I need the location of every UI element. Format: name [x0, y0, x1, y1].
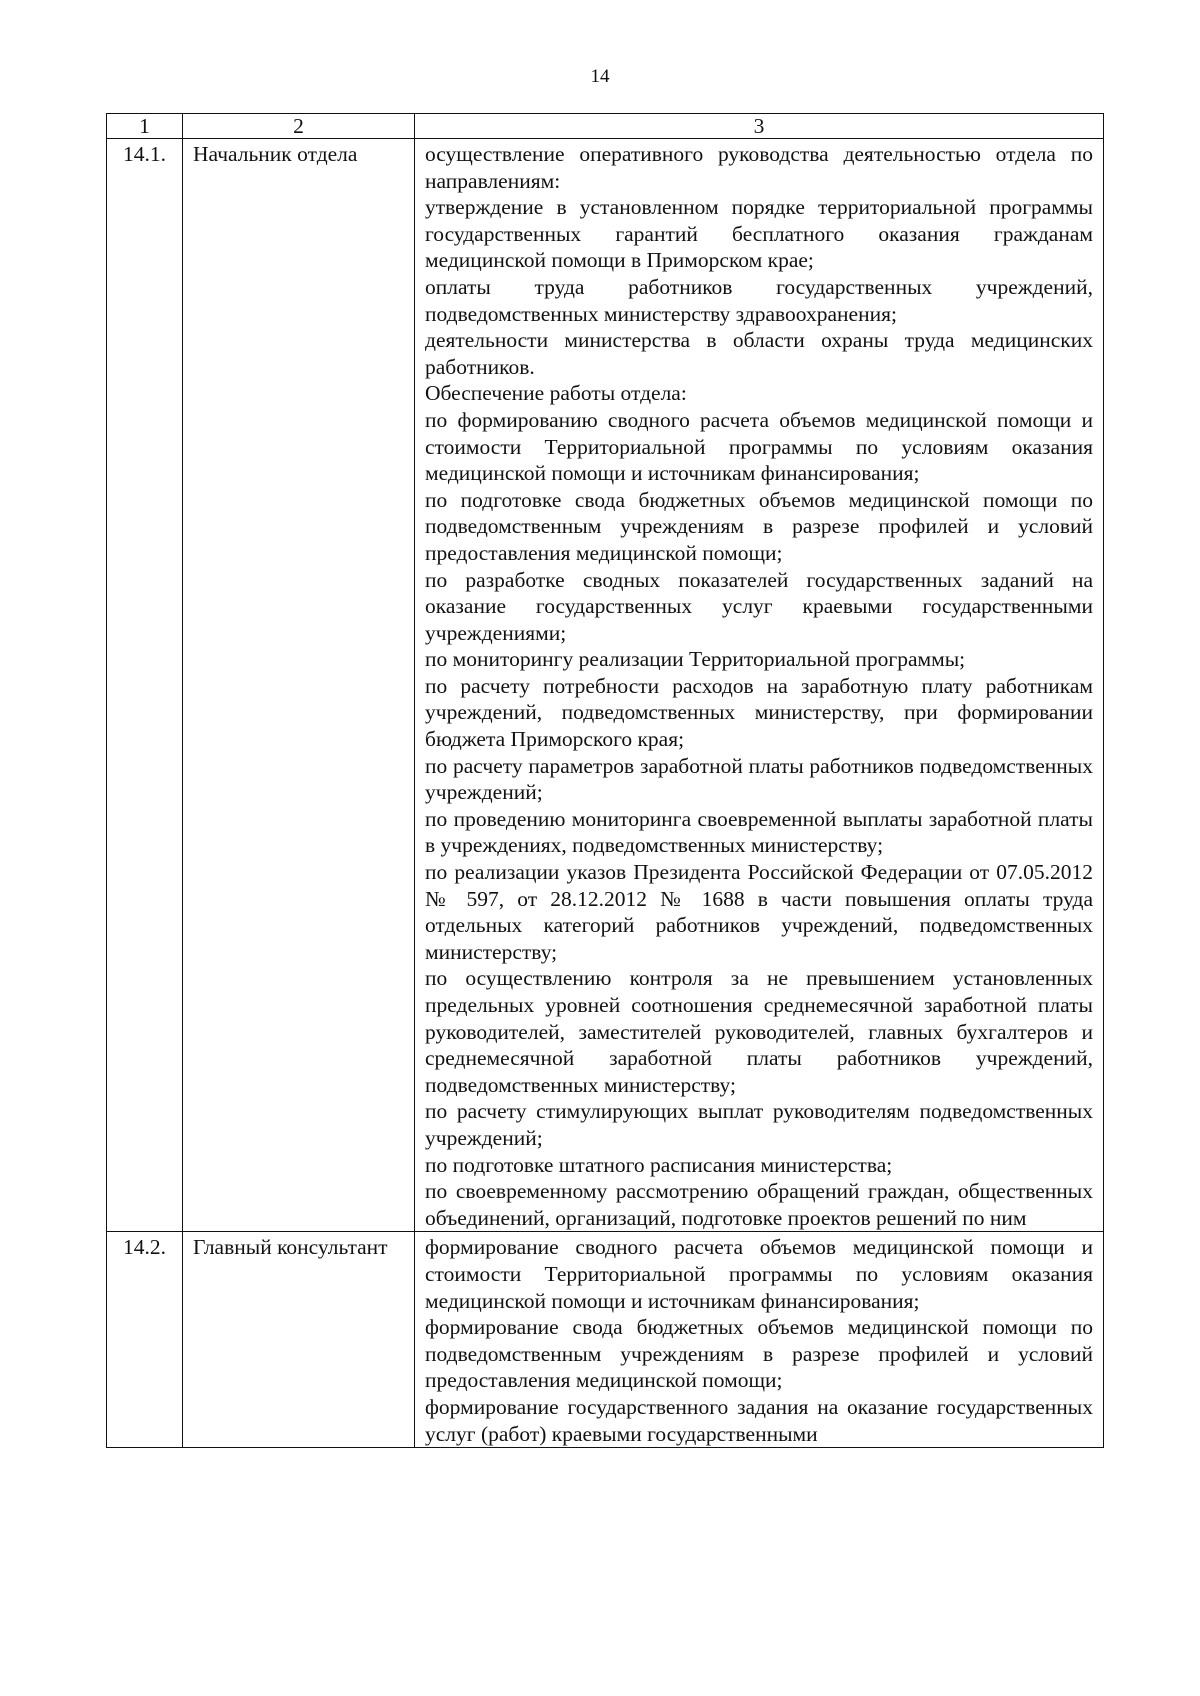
position-title: Главный консультант	[183, 1232, 415, 1448]
duty-item: по мониторингу реализации Территориальной программы;	[425, 647, 966, 672]
duty-item: утверждение в установленном порядке территориальной программы государственных гарантий бесплатного оказания гражданам медицинской помощи в Приморском крае;	[425, 195, 1093, 273]
duty-item: по реализации указов Президента Российской Федерации от 07.05.2012 № 597, от 28.12.2012 № 1688 в части повышения оплаты труда отдельных категорий работников учреждений, подведомственных министерству;	[425, 860, 1093, 964]
duty-item: по подготовке свода бюджетных объемов медицинской помощи по подведомственным учреждениям в разрезе профилей и условий предоставления медицинской помощи;	[425, 487, 1093, 565]
duty-item: деятельности министерства в области охраны труда медицинских работников.	[425, 328, 1093, 379]
row-number: 14.2.	[107, 1232, 183, 1448]
column-header-2: 2	[183, 114, 415, 139]
row-number: 14.1.	[107, 139, 183, 1232]
table-row-14-2	[107, 1232, 1104, 1448]
duty-item: по проведению мониторинга своевременной выплаты заработной платы в учреждениях, подведомственных министерству;	[425, 806, 1093, 858]
duties-cell	[415, 1232, 1104, 1448]
duty-item: по расчету потребности расходов на заработную плату работникам учреждений, подведомственных министерству, при формировании бюджета Приморского края;	[425, 673, 1093, 752]
duty-item: по формированию сводного расчета объемов медицинской помощи и стоимости Территориальной программы по условиям оказания медицинской помощи и источникам финансирования;	[425, 407, 1093, 486]
duty-item: оплаты труда работников государственных учреждений, подведомственных министерству здравоохранения;	[425, 274, 1093, 326]
duty-item: Обеспечение работы отдела:	[425, 381, 687, 406]
table-row-14-1	[107, 139, 1104, 1232]
page-number: 14	[590, 66, 610, 87]
position-title: Начальник отдела	[183, 139, 415, 1232]
duty-item: по своевременному рассмотрению обращений граждан, общественных объединений, организаций, подготовке проектов решений по ним	[425, 1179, 1093, 1230]
column-header-1: 1	[107, 114, 183, 139]
duties-table	[106, 113, 1104, 1448]
duty-item: формирование сводного расчета объемов медицинской помощи и стоимости Территориальной программы по условиям оказания медицинской помощи и источникам финансирования;	[425, 1235, 1093, 1313]
duty-item: по расчету параметров заработной платы работников подведомственных учреждений;	[425, 753, 1093, 805]
duty-item: по подготовке штатного расписания министерства;	[425, 1152, 893, 1177]
header-row	[107, 114, 1104, 139]
duty-item: осуществление оперативного руководства деятельностью отдела по направлениям:	[425, 142, 1093, 193]
duty-item: по осуществлению контроля за не превышением установленных предельных уровней соотношения среднемесячной заработной платы руководителей, заместителей руководителей, главных бухгалтеров и среднемесячной заработной платы работников учреждений, подведомственных министерству;	[425, 966, 1093, 1097]
duty-item: по разработке сводных показателей государственных заданий на оказание государственных услуг краевыми государственными учреждениями;	[425, 567, 1093, 645]
duties-cell	[415, 139, 1104, 1232]
duty-item: формирование государственного задания на оказание государственных услуг (работ) краевыми государственными	[425, 1394, 1093, 1446]
duty-item: формирование свода бюджетных объемов медицинской помощи по подведомственным учреждениям в разрезе профилей и условий предоставления медицинской помощи;	[425, 1315, 1093, 1393]
column-header-3: 3	[415, 114, 1104, 139]
duty-item: по расчету стимулирующих выплат руководителям подведомственных учреждений;	[425, 1099, 1093, 1150]
